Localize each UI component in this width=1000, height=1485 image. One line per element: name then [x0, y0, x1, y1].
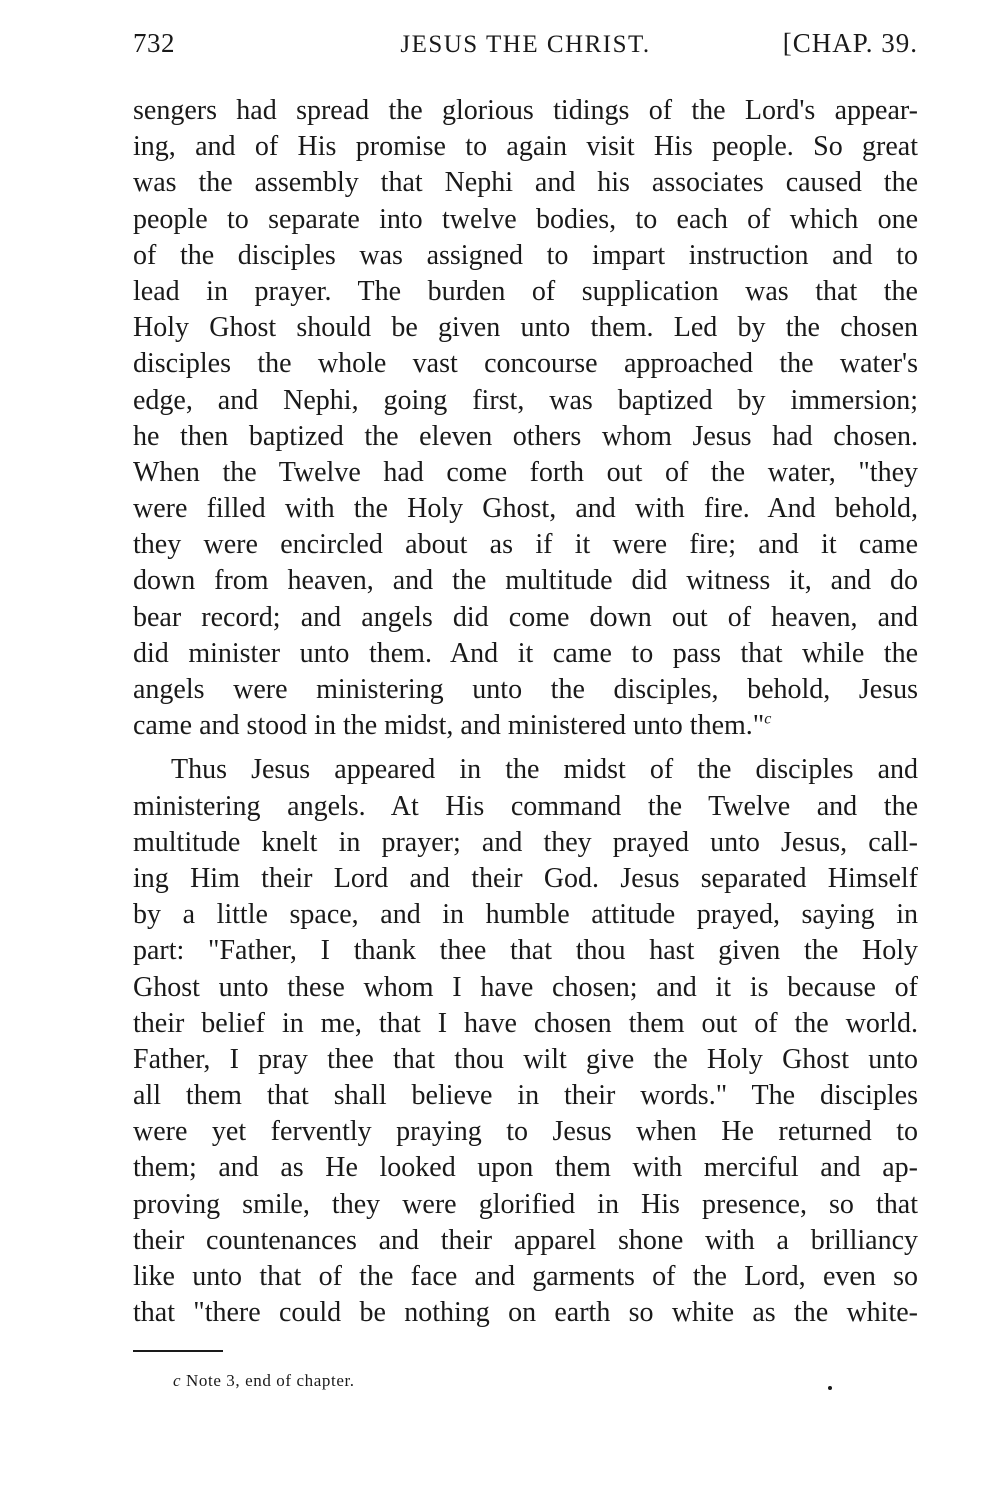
- text-line: ing, and of His promise to again visit His people. So great: [133, 131, 918, 163]
- footnote-reference[interactable]: c: [764, 710, 772, 728]
- text-line: all them that shall believe in their words." The disciples: [133, 1080, 918, 1112]
- text-line: part: "Father, I thank thee that thou hast given the Holy: [133, 935, 918, 967]
- text-line: were yet fervently praying to Jesus when He returned to: [133, 1116, 918, 1148]
- footnote-marker: c: [173, 1371, 182, 1390]
- paragraph-2: [133, 752, 918, 1331]
- text-line: them; and as He looked upon them with merciful and ap-: [133, 1152, 918, 1184]
- chapter-reference: [CHAP. 39.: [782, 28, 918, 58]
- text-line: was the assembly that Nephi and his associates caused the: [133, 167, 918, 199]
- text-line: edge, and Nephi, going first, was baptized by immersion;: [133, 384, 918, 416]
- text-line: he then baptized the eleven others whom Jesus had chosen.: [133, 420, 918, 452]
- text-line: their belief in me, that I have chosen them out of the world.: [133, 1007, 918, 1039]
- text-line: sengers had spread the glorious tidings of the Lord's appear-: [133, 95, 918, 126]
- running-title: JESUS THE CHRIST.: [400, 31, 651, 58]
- text-line: Holy Ghost should be given unto them. Led by the chosen: [133, 312, 918, 344]
- text-line: bear record; and angels did come down out of heaven, and: [133, 601, 918, 633]
- text-line: Father, I pray thee that thou wilt give the Holy Ghost unto: [133, 1043, 918, 1075]
- text-line: like unto that of the face and garments of the Lord, even so: [133, 1261, 918, 1292]
- footnote-text: Note 3, end of chapter.: [186, 1371, 355, 1390]
- footnote-divider: [133, 1350, 223, 1352]
- body-text: [133, 93, 918, 1331]
- text-line: ministering angels. At His command the Twelve and the: [133, 790, 918, 822]
- page-number: 732: [133, 28, 175, 58]
- text-line: of the disciples was assigned to impart instruction and to: [133, 239, 918, 271]
- text-line: multitude knelt in prayer; and they prayed unto Jesus, call-: [133, 826, 918, 858]
- text-line: their countenances and their apparel shone with a brilliancy: [133, 1224, 918, 1256]
- paragraph-1: [133, 93, 918, 744]
- text-line-indented: Thus Jesus appeared in the midst of the disciples and: [171, 754, 918, 786]
- text-line: proving smile, they were glorified in His presence, so that: [133, 1188, 918, 1220]
- text-line: angels were ministering unto the disciples, behold, Jesus: [133, 674, 918, 705]
- text-line-last: [133, 708, 918, 744]
- text-line: disciples the whole vast concourse approached the water's: [133, 348, 918, 380]
- text-line: were filled with the Holy Ghost, and with fire. And behold,: [133, 493, 918, 525]
- text-line: lead in prayer. The burden of supplication was that the: [133, 275, 918, 307]
- paragraph-break: [133, 744, 918, 752]
- text-line-content: came and stood in the midst, and ministered unto them.": [133, 710, 765, 742]
- running-head: [133, 28, 918, 68]
- footnote: [173, 1371, 355, 1391]
- text-line: that "there could be nothing on earth so white as the white-: [133, 1297, 918, 1329]
- print-speck: [828, 1386, 832, 1390]
- text-line: When the Twelve had come forth out of the water, "they: [133, 456, 918, 488]
- text-line: by a little space, and in humble attitude prayed, saying in: [133, 899, 918, 931]
- text-line: they were encircled about as if it were fire; and it came: [133, 529, 918, 561]
- text-line: Ghost unto these whom I have chosen; and it is because of: [133, 971, 918, 1003]
- text-line: people to separate into twelve bodies, to each of which one: [133, 203, 918, 235]
- text-line: down from heaven, and the multitude did witness it, and do: [133, 565, 918, 597]
- text-line: ing Him their Lord and their God. Jesus separated Himself: [133, 862, 918, 894]
- text-line: did minister unto them. And it came to pass that while the: [133, 637, 918, 669]
